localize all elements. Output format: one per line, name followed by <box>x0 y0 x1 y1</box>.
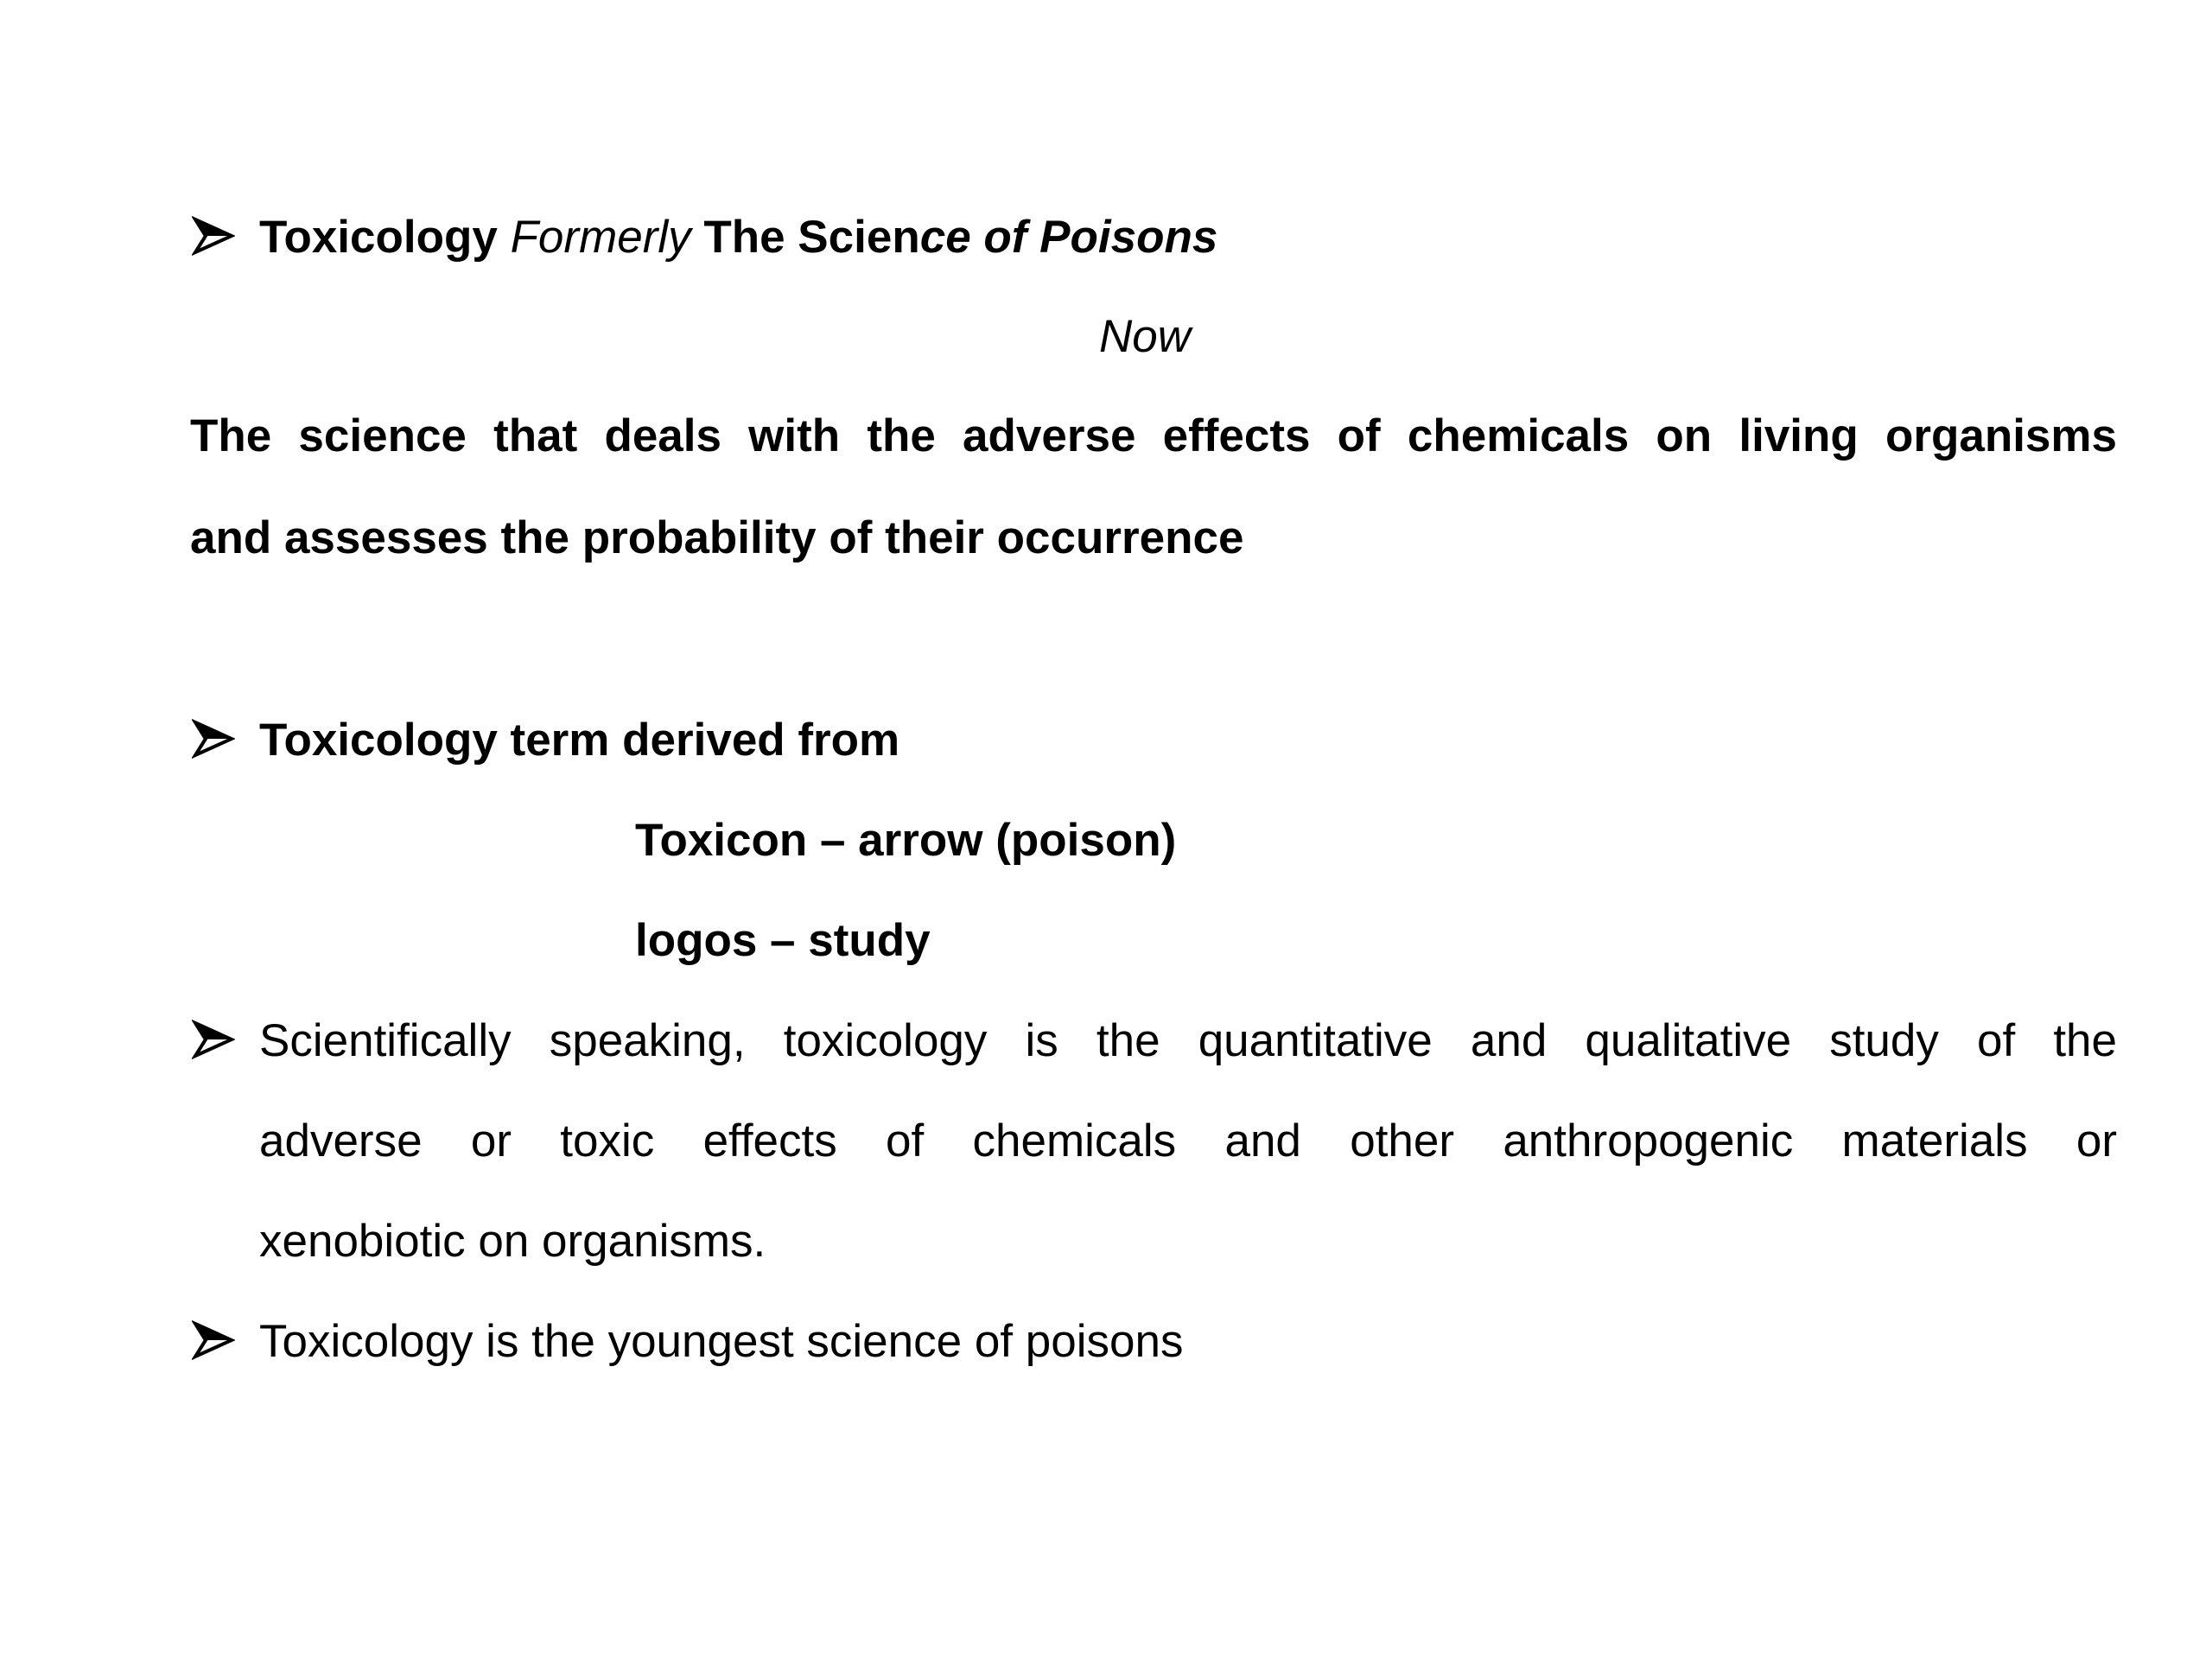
bullet-1-text <box>259 207 1217 268</box>
term-of-poisons: ce of Poisons <box>919 212 1218 263</box>
bullet-2-text: Toxicology term derived from <box>259 715 900 766</box>
derivation-logos: logos – study <box>635 915 931 966</box>
arrowhead-bullet-icon <box>192 717 235 760</box>
arrowhead-bullet-icon <box>192 214 235 257</box>
bullet-3-line-1: Scientifically speaking, toxicology is the quantitative and qualitative study of the <box>259 1015 2117 1066</box>
bullet-4-text: Toxicology is the youngest science of poisons <box>259 1316 1184 1367</box>
definition-line-2: and assesses the probability of their occurrence <box>190 512 1244 563</box>
bullet-3-line-2: adverse or toxic effects of chemicals and other anthropogenic materials or <box>259 1116 2117 1166</box>
definition-line-1: The science that deals with the adverse effects of chemicals on living organisms <box>190 410 2117 461</box>
now-label: Now <box>1099 311 1192 362</box>
derivation-toxicon: Toxicon – arrow (poison) <box>635 815 1177 866</box>
arrowhead-bullet-icon <box>192 1319 235 1362</box>
term-toxicology: Toxicology <box>259 212 498 263</box>
bullet-3-line-3: xenobiotic on organisms. <box>259 1216 766 1267</box>
arrowhead-bullet-icon <box>192 1018 235 1061</box>
term-the-science: The Scien <box>703 212 920 263</box>
term-formerly: Formerly <box>510 212 691 263</box>
